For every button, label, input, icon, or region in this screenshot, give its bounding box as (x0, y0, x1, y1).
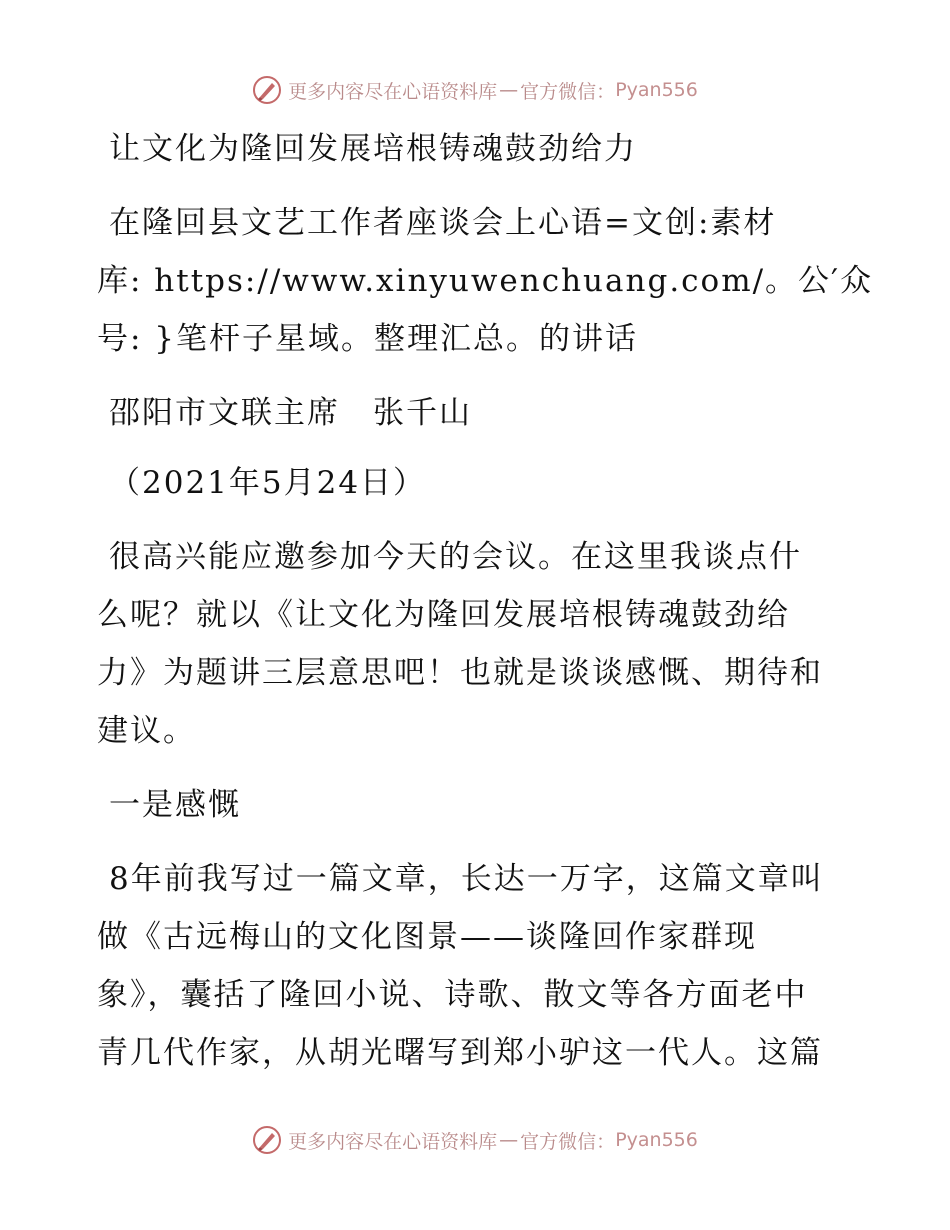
pen-logo-icon (252, 75, 282, 105)
watermark-dash: — (499, 79, 519, 101)
document-author: 邵阳市文联主席 张千山 (109, 395, 472, 431)
subtitle-line: 在隆回县文艺工作者座谈会上心语=文创:素材 (109, 205, 777, 241)
watermark-official-text: 官方微信： (520, 80, 616, 103)
paragraph-line: 很高兴能应邀参加今天的会议。在这里我谈点什 (109, 539, 802, 575)
section1-paragraph (97, 850, 857, 1082)
subtitle-line: 库: https://www.xinyuwenchuang.com/。公′众 (97, 263, 874, 299)
watermark-wechat-id: Pyan556 (615, 1129, 698, 1151)
watermark-main-text: 更多内容尽在心语资料库 (288, 1130, 498, 1153)
watermark-main-text: 更多内容尽在心语资料库 (288, 80, 498, 103)
paragraph-line: 做《古远梅山的文化图景——谈隆回作家群现 (97, 919, 757, 955)
document-title: 让文化为隆回发展培根铸魂鼓劲给力 (109, 131, 637, 167)
document-date: （2021年5月24日） (109, 465, 427, 501)
paragraph-line: 青几代作家，从胡光曙写到郑小驴这一代人。这篇 (97, 1035, 823, 1071)
paragraph-line: 象》，囊括了隆回小说、诗歌、散文等各方面老中 (97, 977, 808, 1013)
subtitle-line: 号: }笔杆子星域。整理汇总。的讲话 (97, 321, 639, 357)
document-subtitle (97, 194, 874, 368)
watermark-wechat-id: Pyan556 (615, 79, 698, 101)
footer-watermark (0, 1120, 950, 1160)
paragraph-line: 建议。 (97, 713, 196, 749)
section-heading: 一是感慨 (109, 787, 241, 823)
paragraph-line: 8年前我写过一篇文章，长达一万字，这篇文章叫 (109, 861, 824, 897)
watermark-dash: — (499, 1129, 519, 1151)
watermark-official-text: 官方微信： (520, 1130, 616, 1153)
intro-paragraph (97, 528, 857, 760)
paragraph-line: 力》为题讲三层意思吧！也就是谈谈感慨、期待和 (97, 655, 823, 691)
document-body (97, 120, 874, 1082)
pen-logo-icon (252, 1125, 282, 1155)
header-watermark (0, 70, 950, 110)
paragraph-line: 么呢？就以《让文化为隆回发展培根铸魂鼓劲给 (97, 597, 790, 633)
